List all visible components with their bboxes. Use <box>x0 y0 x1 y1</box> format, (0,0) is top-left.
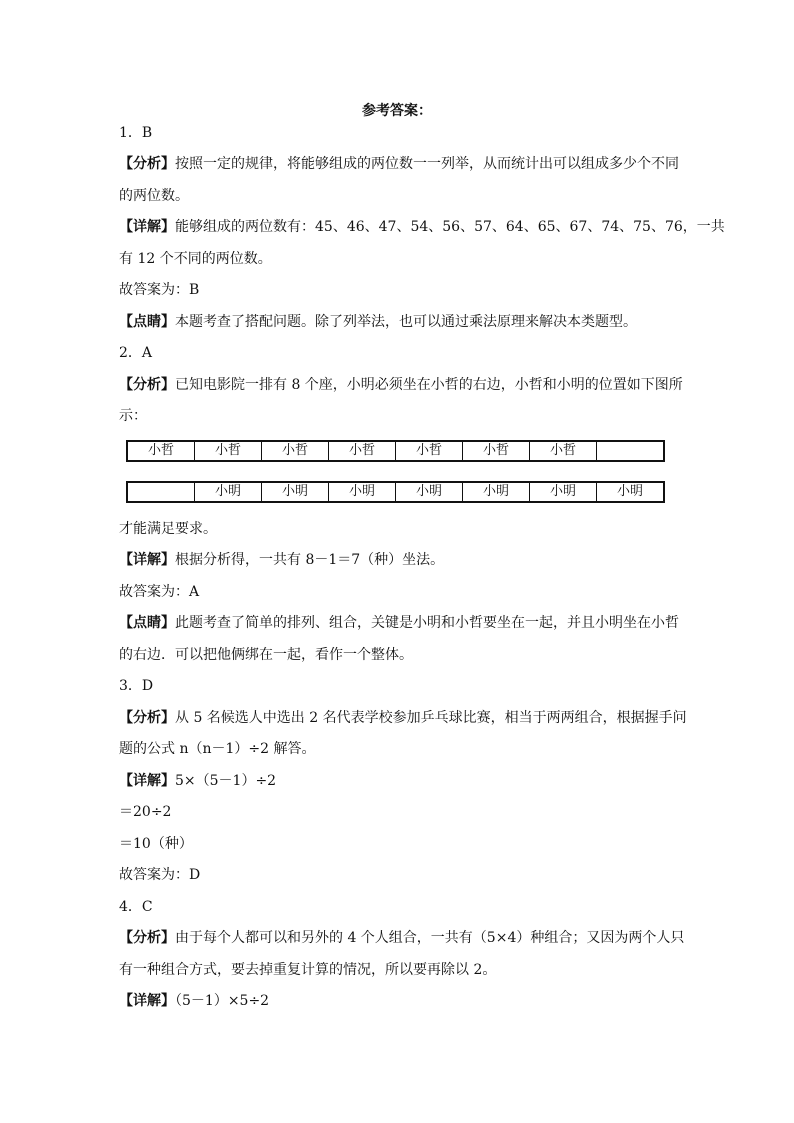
comment-tag: 【点睛】 <box>119 615 175 631</box>
seat-cell <box>127 482 195 502</box>
q2-detail-text: 根据分析得，一共有 8－1＝7（种）坐法。 <box>175 552 445 568</box>
q4-detail-text: （5－1）×5÷2 <box>175 993 270 1009</box>
q4-analysis-line-1 <box>119 929 694 947</box>
q3-answer: 故答案为：D <box>119 867 201 883</box>
q3-analysis-line-2: 题的公式 n（n－1）÷2 解答。 <box>119 741 316 757</box>
q1-analysis-line-1 <box>119 155 694 173</box>
q4-detail-line-1 <box>119 992 694 1010</box>
seat-cell: 小哲 <box>463 441 530 461</box>
q2-after-table: 才能满足要求。 <box>119 521 217 537</box>
q1-comment-line-1 <box>119 313 694 331</box>
q4-number: 4．C <box>119 899 153 915</box>
table-row <box>127 482 664 502</box>
table-row <box>127 441 664 461</box>
analysis-tag: 【分析】 <box>119 377 175 393</box>
seat-cell: 小哲 <box>329 441 396 461</box>
q4-analysis-text: 由于每个人都可以和另外的 4 个人组合，一共有（5×4）种组合；又因为两个人只 <box>175 930 685 946</box>
q3-analysis-text: 从 5 名候选人中选出 2 名代表学校参加乒乓球比赛，相当于两两组合，根据握手问 <box>175 710 687 726</box>
seat-cell: 小哲 <box>262 441 329 461</box>
detail-tag: 【详解】 <box>119 993 175 1009</box>
q1-analysis-text: 按照一定的规律，将能够组成的两位数一一列举，从而统计出可以组成多少个不同 <box>175 156 679 172</box>
seat-cell: 小明 <box>262 482 329 502</box>
q4-analysis-line-2: 有一种组合方式，要去掉重复计算的情况，所以要再除以 2。 <box>119 962 497 978</box>
q2-answer: 故答案为：A <box>119 584 200 600</box>
seat-table-xiaoming <box>126 481 665 503</box>
q1-detail-line-1 <box>119 218 725 236</box>
q2-comment-line-2: 的右边．可以把他俩绑在一起，看作一个整体。 <box>119 647 413 663</box>
q2-analysis-text: 已知电影院一排有 8 个座，小明必须坐在小哲的右边，小哲和小明的位置如下图所 <box>175 377 683 393</box>
seat-cell: 小哲 <box>530 441 597 461</box>
analysis-tag: 【分析】 <box>119 710 175 726</box>
q3-detail-line-1 <box>119 772 694 790</box>
q1-comment-text: 本题考查了搭配问题。除了列举法，也可以通过乘法原理来解决本类题型。 <box>175 314 637 330</box>
seat-cell: 小明 <box>396 482 463 502</box>
page-title: 参考答案： <box>362 103 432 119</box>
detail-tag: 【详解】 <box>119 552 175 568</box>
analysis-tag: 【分析】 <box>119 156 175 172</box>
seat-cell: 小哲 <box>127 441 195 461</box>
q3-detail-text: 5×（5－1）÷2 <box>175 773 277 789</box>
seat-cell: 小明 <box>463 482 530 502</box>
seat-cell: 小明 <box>597 482 665 502</box>
seat-cell: 小哲 <box>396 441 463 461</box>
q2-comment-text: 此题考查了简单的排列、组合，关键是小明和小哲要坐在一起，并且小明坐在小哲 <box>175 615 679 631</box>
q1-detail-text: 能够组成的两位数有：45、46、47、54、56、57、64、65、67、74、75、76，一共 <box>175 219 725 235</box>
q3-number: 3．D <box>119 678 154 694</box>
detail-tag: 【详解】 <box>119 773 175 789</box>
seat-cell: 小明 <box>329 482 396 502</box>
analysis-tag: 【分析】 <box>119 930 175 946</box>
seat-cell <box>597 441 665 461</box>
q3-detail-line-2: ＝20÷2 <box>119 804 172 820</box>
seat-cell: 小明 <box>530 482 597 502</box>
seat-table-xiaozhe <box>126 440 665 462</box>
q1-answer: 故答案为：B <box>119 282 200 298</box>
seat-cell: 小明 <box>195 482 262 502</box>
q1-analysis-line-2: 的两位数。 <box>119 188 189 204</box>
q2-number: 2．A <box>119 345 153 361</box>
comment-tag: 【点睛】 <box>119 314 175 330</box>
detail-tag: 【详解】 <box>119 219 175 235</box>
q1-number: 1．B <box>119 125 153 141</box>
q2-detail-line-1 <box>119 551 694 569</box>
q3-analysis-line-1 <box>119 709 694 727</box>
q2-analysis-line-1 <box>119 376 694 394</box>
q2-comment-line-1 <box>119 614 694 632</box>
q3-detail-line-3: ＝10（种） <box>119 836 193 852</box>
seat-cell: 小哲 <box>195 441 262 461</box>
q2-analysis-line-2: 示： <box>119 408 147 424</box>
q1-detail-line-2: 有 12 个不同的两位数。 <box>119 251 272 267</box>
